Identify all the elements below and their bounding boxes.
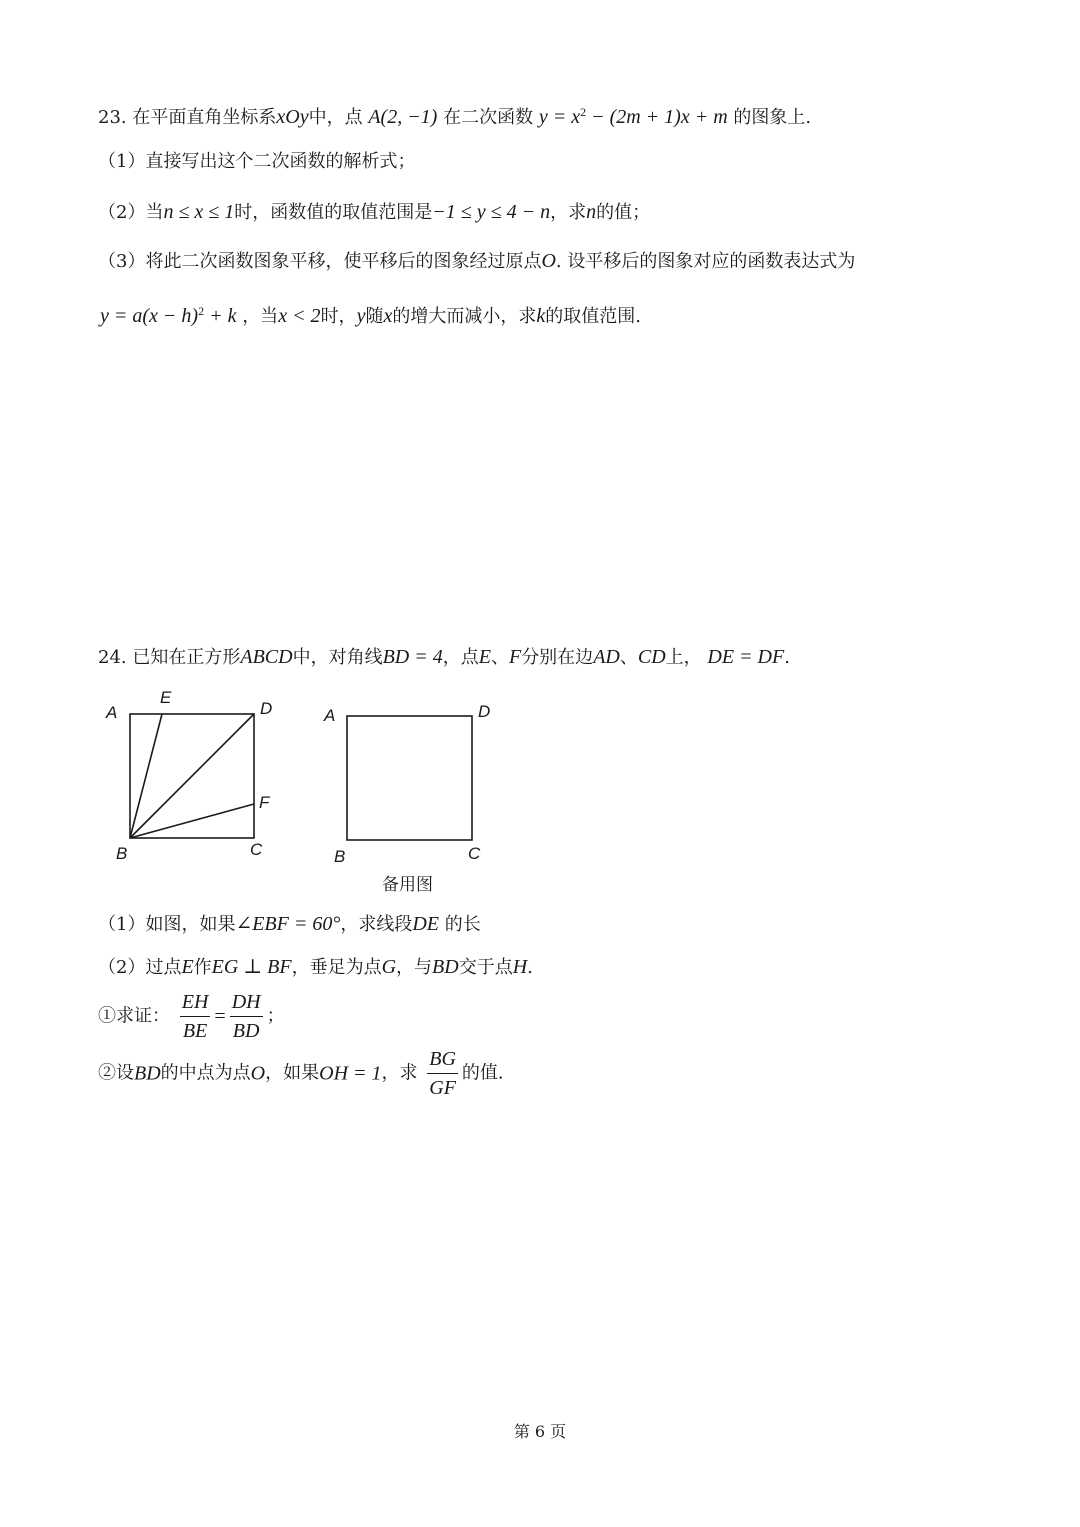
q24-sub2: ②设BD的中点为点O，如果OH = 1，求 $\frac{BG}{GF}$ 的值. [98, 1048, 504, 1099]
page-footer: 第 6 页 [513, 1422, 567, 1441]
label-f: F [259, 793, 270, 812]
q24-sub1: ①求证： $\frac{EH}{BE}$ = $\frac{DH}{BD}$ ； [98, 991, 285, 1042]
q23-number: 23. [98, 107, 127, 128]
segment-be [130, 714, 162, 838]
label-d: D [260, 699, 273, 718]
q23-part2: （2）当n ≤ x ≤ 1时，函数值的取值范围是−1 ≤ y ≤ 4 − n，求n的值； [98, 201, 651, 223]
backup-label-d: D [478, 702, 491, 721]
label-e: E [160, 688, 172, 707]
backup-label-a: A [324, 706, 336, 725]
backup-label-b: B [334, 847, 346, 866]
label-a: A [106, 703, 118, 722]
segment-bf [130, 804, 254, 838]
segment-bd [130, 714, 254, 838]
q23-stem: 23. 在平面直角坐标系xOy中，点 A(2, −1) 在二次函数 $y = x^2 - (2m + 1)x + m$ 的图象上. [98, 105, 812, 128]
q23-part3-line1: （3）将此二次函数图象平移，使平移后的图象经过原点O. 设平移后的图象对应的函数表达式为 [98, 250, 856, 272]
q24-number: 24. [98, 647, 127, 668]
q24-stem: 24. 已知在正方形ABCD中，对角线BD = 4，点E、F分别在边AD、CD上， DE = DF. [98, 646, 790, 668]
q24-part2: （2）过点E作EG ⊥ BF，垂足为点G，与BD交于点H. [98, 956, 533, 978]
fraction-eh-be: $\frac{EH}{BE}$ [181, 991, 209, 1042]
fraction-bg-gf: $\frac{BG}{GF}$ [429, 1048, 456, 1099]
label-b: B [116, 844, 128, 863]
fraction-dh-bd: $\frac{DH}{BD}$ [231, 991, 261, 1042]
q23-part3-line2: $y = a(x - h)^2 + k$ ，当x < 2时，y随x的增大而减小，求k的取值范围. [100, 304, 641, 327]
square-backup [347, 716, 472, 840]
backup-figure-caption: 备用图 [382, 875, 433, 895]
backup-label-c: C [468, 844, 481, 863]
q24-part1: （1）如图，如果∠EBF = 60°，求线段DE 的长 [98, 913, 481, 935]
label-c: C [250, 840, 263, 859]
q23-part1: （1）直接写出这个二次函数的解析式； [98, 151, 416, 172]
